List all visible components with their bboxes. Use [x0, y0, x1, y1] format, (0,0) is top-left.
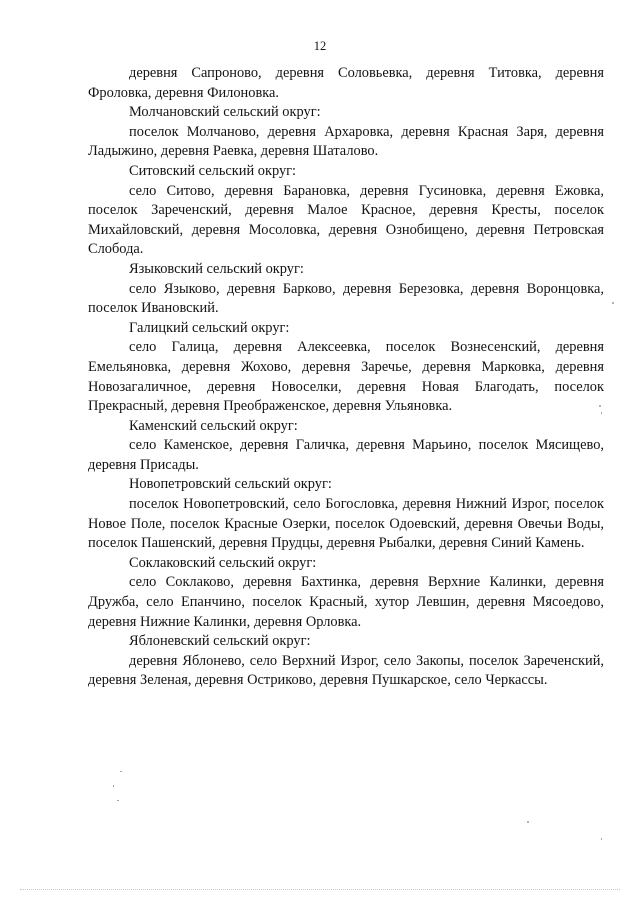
page-number: 12 [313, 39, 327, 53]
district-heading: Новопетровский сельский округ: [129, 476, 332, 493]
settlement-list: село Галица, деревня Алексеевка, поселок Вознесенский, деревня Емельяновка, деревня Жохово, деревня Заречье, деревня Марковка, деревня Новозагаличное, деревня Новоселки, деревня Новая Благодать, поселок Прекрасный, деревня Преображенское, деревня Ульяновка. [88, 339, 604, 415]
scan-edge-noise [20, 889, 620, 892]
district-heading: Ситовский сельский округ: [129, 162, 297, 179]
settlement-list: село Ситово, деревня Барановка, деревня Гусиновка, деревня Ежовка, поселок Зареченский, деревня Малое Красное, деревня Кресты, поселок Михайловский, деревня Мосоловка, деревня Ознобищено, деревня Петровская Слобода. [88, 182, 604, 258]
document-body [88, 64, 604, 691]
district-heading: Галицкий сельский округ: [129, 319, 290, 336]
district-heading: Молчановский сельский округ: [129, 104, 321, 121]
settlement-list: село Каменское, деревня Галичка, деревня Марьино, поселок Мясищево, деревня Присады. [88, 437, 604, 473]
district-heading: Яблоневский сельский округ: [129, 633, 311, 650]
settlement-list: село Языково, деревня Барково, деревня Березовка, деревня Воронцовка, поселок Ивановский. [88, 280, 604, 317]
settlement-list: деревня Сапроново, деревня Соловьевка, деревня Титовка, деревня Фроловка, деревня Филоновка. [88, 65, 604, 101]
settlement-list: поселок Молчаново, деревня Архаровка, деревня Красная Заря, деревня Ладыжино, деревня Раевка, деревня Шаталово. [88, 123, 604, 160]
district-heading: Соклаковский сельский округ: [129, 554, 317, 571]
settlement-list: село Соклаково, деревня Бахтинка, деревня Верхние Калинки, деревня Дружба, село Епанчино, поселок Красный, хутор Левшин, деревня Мясоедово, деревня Нижние Калинки, деревня Орловка. [88, 574, 604, 630]
district-heading: Каменский сельский округ: [129, 417, 298, 434]
settlement-list: деревня Яблонево, село Верхний Изрог, село Закопы, поселок Зареченский, деревня Зеленая, деревня Остриково, деревня Пушкарское, село Черкассы. [88, 652, 604, 689]
district-heading: Языковский сельский округ: [129, 260, 304, 277]
settlement-list: поселок Новопетровский, село Богословка, деревня Нижний Изрог, поселок Новое Поле, поселок Красные Озерки, поселок Одоевский, деревня Овечьи Воды, поселок Пашенский, деревня Прудцы, деревня Рыбалки, деревня Синий Камень. [88, 496, 604, 552]
